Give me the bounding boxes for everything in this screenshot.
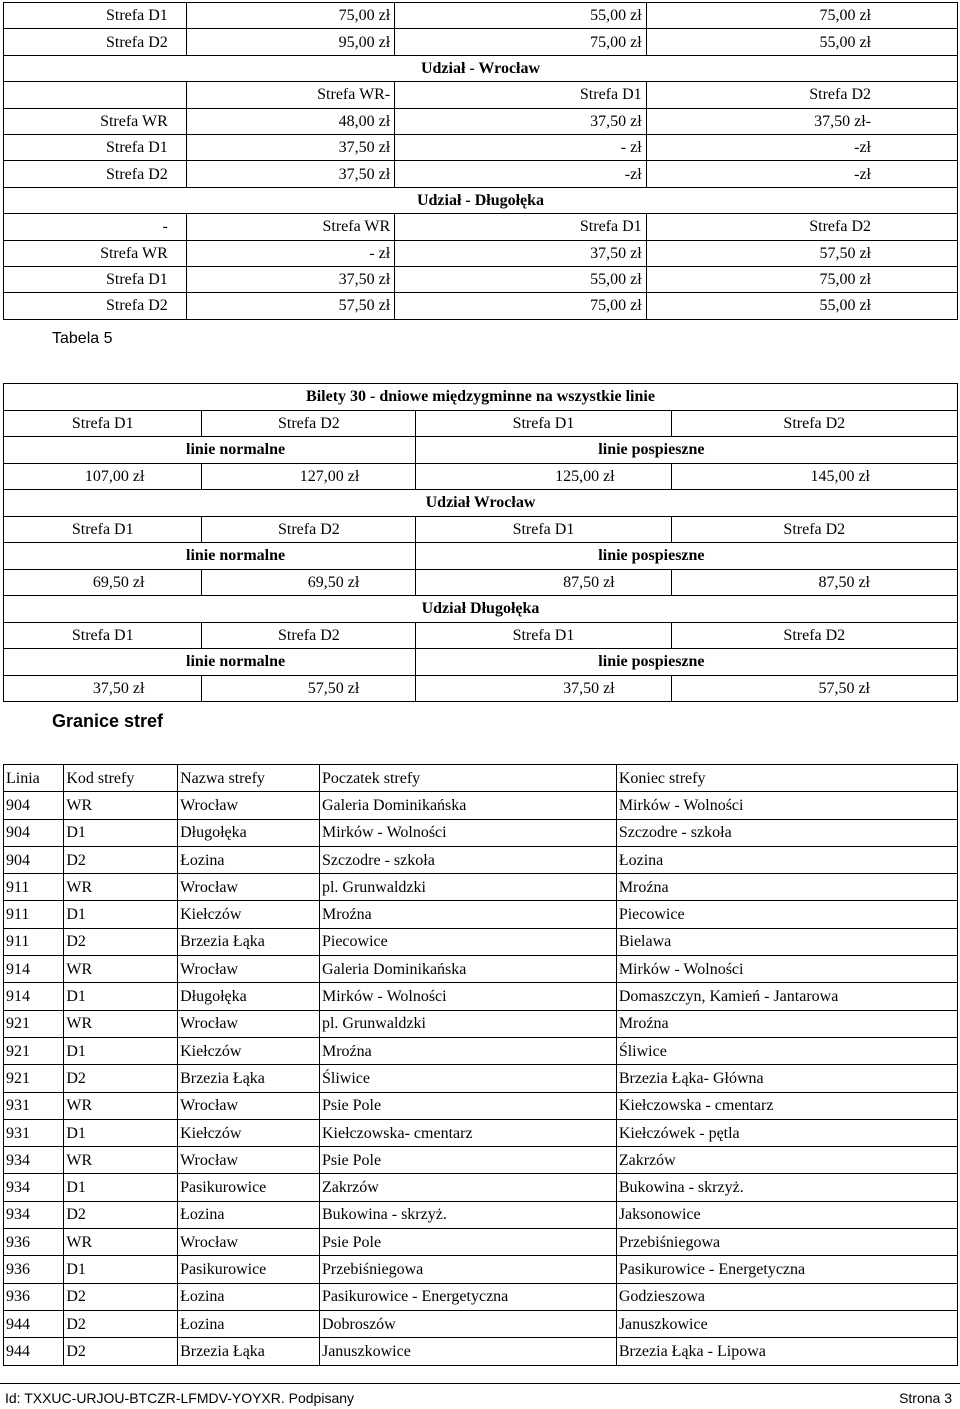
table-cell: Bielawa <box>616 928 957 955</box>
table-cell: 95,00 zł <box>186 29 394 55</box>
table-cell: Mroźna <box>319 1037 616 1064</box>
table-cell: Długołęka <box>178 819 320 846</box>
price-row <box>4 675 958 702</box>
table-cell: Brzezia Łąka <box>178 1065 320 1092</box>
zones-table <box>3 764 958 1366</box>
table-cell: 48,00 zł <box>186 108 394 134</box>
document-id: Id: TXXUC-URJOU-BTCZR-LFMDV-YOYXR. Podpisany <box>5 1390 355 1406</box>
price-cell: 69,50 zł <box>202 569 416 596</box>
column-header: Strefa D1 <box>4 410 202 437</box>
table-row <box>4 1201 958 1228</box>
title-row <box>4 384 958 411</box>
table-cell: 57,50 zł <box>186 293 394 319</box>
price-cell: 37,50 zł <box>416 675 671 702</box>
table-row <box>4 266 958 292</box>
table-cell: D2 <box>64 1283 178 1310</box>
table-cell: Bukowina - skrzyż. <box>616 1174 957 1201</box>
table-cell: Mirków - Wolności <box>319 983 616 1010</box>
table-cell: Psie Pole <box>319 1229 616 1256</box>
table-cell: Brzezia Łąka - Lipowa <box>616 1338 957 1365</box>
table-cell: Pasikurowice <box>178 1174 320 1201</box>
table-cell: Mroźna <box>616 874 957 901</box>
table-cell: Mirków - Wolności <box>616 956 957 983</box>
table-cell: Wrocław <box>178 1092 320 1119</box>
table-cell: 944 <box>4 1338 64 1365</box>
line-type-label: linie normalne <box>4 543 416 570</box>
table-cell: Szczodre - szkoła <box>616 819 957 846</box>
table-cell: D1 <box>64 819 178 846</box>
table-cell: Jaksonowice <box>616 1201 957 1228</box>
table-row <box>4 1119 958 1146</box>
table-cell: Wrocław <box>178 1010 320 1037</box>
table-cell: Wrocław <box>178 1229 320 1256</box>
table-cell: 37,50 zł- <box>646 108 957 134</box>
column-header: Koniec strefy <box>616 765 957 792</box>
table-row <box>4 1037 958 1064</box>
line-type-label: linie pospieszne <box>416 543 958 570</box>
table-cell: 37,50 zł <box>186 161 394 187</box>
table-cell: Zakrzów <box>319 1174 616 1201</box>
table-cell: Strefa WR <box>4 108 187 134</box>
table-cell: Wrocław <box>178 792 320 819</box>
table-cell: WR <box>64 956 178 983</box>
header-row <box>4 82 958 108</box>
section-heading: Granice stref <box>52 711 164 731</box>
table-cell: Wrocław <box>178 874 320 901</box>
table-row <box>4 901 958 928</box>
footer-divider <box>0 1383 960 1384</box>
table-cell: WR <box>64 1010 178 1037</box>
table-cell: -zł <box>395 161 646 187</box>
price-cell: 125,00 zł <box>416 463 671 490</box>
table-cell: 37,50 zł <box>186 134 394 160</box>
table-cell: D1 <box>64 983 178 1010</box>
section-title: Udział - Wrocław <box>4 55 958 81</box>
table-cell: 911 <box>4 874 64 901</box>
column-header: Strefa WR- <box>186 82 394 108</box>
table-row <box>4 928 958 955</box>
table-cell: WR <box>64 1229 178 1256</box>
table-cell: pl. Grunwaldzki <box>319 1010 616 1037</box>
price-cell: 107,00 zł <box>4 463 202 490</box>
table-cell: WR <box>64 792 178 819</box>
line-type-row <box>4 437 958 464</box>
table-cell: Pasikurowice <box>178 1256 320 1283</box>
page-number: Strona 3 <box>899 1390 952 1406</box>
table-cell: 936 <box>4 1256 64 1283</box>
table-cell: -zł <box>646 161 957 187</box>
table-cell: -zł <box>646 134 957 160</box>
table-cell: 75,00 zł <box>646 266 957 292</box>
price-row <box>4 463 958 490</box>
price-cell: 127,00 zł <box>202 463 416 490</box>
table-row <box>4 240 958 266</box>
table-cell: Kiełczów <box>178 901 320 928</box>
table-cell: Kiełczowska - cmentarz <box>616 1092 957 1119</box>
table-cell: Piecowice <box>616 901 957 928</box>
section-title: Udział Wrocław <box>4 490 958 517</box>
table-row <box>4 819 958 846</box>
table-cell: 37,50 zł <box>186 266 394 292</box>
table-row <box>4 1010 958 1037</box>
table-cell: 55,00 zł <box>395 3 646 29</box>
price-cell: 37,50 zł <box>4 675 202 702</box>
table-cell: Zakrzów <box>616 1147 957 1174</box>
table-row <box>4 293 958 319</box>
table-cell: D1 <box>64 1037 178 1064</box>
table-cell: 921 <box>4 1010 64 1037</box>
price-cell: 87,50 zł <box>416 569 671 596</box>
zone-header-row <box>4 410 958 437</box>
table-cell: 936 <box>4 1283 64 1310</box>
table-cell: Domaszczyn, Kamień - Jantarowa <box>616 983 957 1010</box>
line-type-row <box>4 649 958 676</box>
table-cell: 904 <box>4 846 64 873</box>
table-cell: 921 <box>4 1037 64 1064</box>
table-cell: WR <box>64 1092 178 1119</box>
table-cell: D2 <box>64 846 178 873</box>
table-cell: Pasikurowice - Energetyczna <box>319 1283 616 1310</box>
table-cell: WR <box>64 874 178 901</box>
table-cell: Strefa D2 <box>4 293 187 319</box>
price-cell: 87,50 zł <box>671 569 957 596</box>
column-header: Strefa D2 <box>671 516 957 543</box>
table-row <box>4 161 958 187</box>
table-cell: Strefa D2 <box>4 161 187 187</box>
column-header: Poczatek strefy <box>319 765 616 792</box>
table-row <box>4 1256 958 1283</box>
table-cell: 911 <box>4 928 64 955</box>
table-cell: Brzezia Łąka <box>178 928 320 955</box>
table-cell: - zł <box>186 240 394 266</box>
table-cell: 904 <box>4 819 64 846</box>
tickets-table <box>3 383 958 702</box>
table-cell: 921 <box>4 1065 64 1092</box>
table-cell: 75,00 zł <box>186 3 394 29</box>
table-cell: 55,00 zł <box>646 29 957 55</box>
table-cell: D2 <box>64 928 178 955</box>
table-cell: Śliwice <box>319 1065 616 1092</box>
table-cell: D1 <box>64 1119 178 1146</box>
column-header: Nazwa strefy <box>178 765 320 792</box>
table-row <box>4 846 958 873</box>
column-header: Strefa D2 <box>646 214 957 240</box>
table-row <box>4 1174 958 1201</box>
table-cell: D2 <box>64 1338 178 1365</box>
table-cell: Przebiśniegowa <box>319 1256 616 1283</box>
table-row <box>4 1283 958 1310</box>
header-row <box>4 765 958 792</box>
table-cell: 75,00 zł <box>646 3 957 29</box>
table-cell: Galeria Dominikańska <box>319 956 616 983</box>
column-header: Strefa WR <box>186 214 394 240</box>
column-header: Strefa D2 <box>646 82 957 108</box>
section-title: Udział Długołęka <box>4 596 958 623</box>
table-row <box>4 1229 958 1256</box>
table-cell: 931 <box>4 1092 64 1119</box>
table-cell: Wrocław <box>178 1147 320 1174</box>
table-cell: 934 <box>4 1201 64 1228</box>
table-cell: Łozina <box>178 1283 320 1310</box>
table-cell: 931 <box>4 1119 64 1146</box>
table-cell: 37,50 zł <box>395 240 646 266</box>
header-row <box>4 214 958 240</box>
table-cell: Galeria Dominikańska <box>319 792 616 819</box>
section-title-row <box>4 596 958 623</box>
table-cell: Mroźna <box>616 1010 957 1037</box>
column-header: Kod strefy <box>64 765 178 792</box>
table-cell: Psie Pole <box>319 1147 616 1174</box>
table-cell: 55,00 zł <box>395 266 646 292</box>
column-header: Strefa D1 <box>4 622 202 649</box>
table-row <box>4 956 958 983</box>
table-cell: Strefa WR <box>4 240 187 266</box>
table-cell: Łozina <box>178 1201 320 1228</box>
table-cell: Brzezia Łąka- Główna <box>616 1065 957 1092</box>
table-cell: Łozina <box>178 1310 320 1337</box>
column-header: Strefa D2 <box>202 516 416 543</box>
line-type-row <box>4 543 958 570</box>
table-cell: D1 <box>64 1256 178 1283</box>
table-cell: Wrocław <box>178 956 320 983</box>
table-cell: Psie Pole <box>319 1092 616 1119</box>
table-cell: 57,50 zł <box>646 240 957 266</box>
table-cell: Piecowice <box>319 928 616 955</box>
table-cell: Szczodre - szkoła <box>319 846 616 873</box>
price-cell: 69,50 zł <box>4 569 202 596</box>
column-header: Strefa D2 <box>202 410 416 437</box>
table-cell: Strefa D1 <box>4 3 187 29</box>
table-cell: Przebiśniegowa <box>616 1229 957 1256</box>
column-header: Strefa D1 <box>416 622 671 649</box>
price-cell: 57,50 zł <box>671 675 957 702</box>
column-header: Linia <box>4 765 64 792</box>
line-type-label: linie normalne <box>4 649 416 676</box>
table-cell: - zł <box>395 134 646 160</box>
table-cell: 75,00 zł <box>395 29 646 55</box>
table-cell: D1 <box>64 901 178 928</box>
column-header: Strefa D2 <box>202 622 416 649</box>
table-row <box>4 3 958 29</box>
table-cell: Śliwice <box>616 1037 957 1064</box>
table-cell: 911 <box>4 901 64 928</box>
table-cell: Łozina <box>616 846 957 873</box>
table-caption: Tabela 5 <box>52 330 113 347</box>
table-cell: 37,50 zł <box>395 108 646 134</box>
line-type-label: linie pospieszne <box>416 649 958 676</box>
table-row <box>4 792 958 819</box>
section-title-row <box>4 55 958 81</box>
column-header: Strefa D1 <box>395 82 646 108</box>
table-row <box>4 1147 958 1174</box>
table-cell: Strefa D1 <box>4 266 187 292</box>
table-cell: 55,00 zł <box>646 293 957 319</box>
table-cell: D2 <box>64 1201 178 1228</box>
table-row <box>4 874 958 901</box>
table-cell: Kiełczowska- cmentarz <box>319 1119 616 1146</box>
line-type-label: linie pospieszne <box>416 437 958 464</box>
column-header: Strefa D1 <box>416 410 671 437</box>
table-cell: Strefa D2 <box>4 29 187 55</box>
price-row <box>4 569 958 596</box>
section-title-row <box>4 187 958 213</box>
price-cell: 57,50 zł <box>202 675 416 702</box>
column-header: Strefa D2 <box>671 410 957 437</box>
column-header: Strefa D1 <box>416 516 671 543</box>
table-row <box>4 983 958 1010</box>
table-cell: D1 <box>64 1174 178 1201</box>
table-cell: 936 <box>4 1229 64 1256</box>
line-type-label: linie normalne <box>4 437 416 464</box>
table-row <box>4 29 958 55</box>
table-cell: Kiełczów <box>178 1119 320 1146</box>
table-cell: Długołęka <box>178 983 320 1010</box>
column-header: Strefa D2 <box>671 622 957 649</box>
table-row <box>4 1338 958 1365</box>
table-cell: 904 <box>4 792 64 819</box>
table-cell: 75,00 zł <box>395 293 646 319</box>
table-cell: Brzezia Łąka <box>178 1338 320 1365</box>
column-header: Strefa D1 <box>395 214 646 240</box>
table-cell: Mroźna <box>319 901 616 928</box>
table-cell: Strefa D1 <box>4 134 187 160</box>
table-cell: Mirków - Wolności <box>616 792 957 819</box>
table-cell: pl. Grunwaldzki <box>319 874 616 901</box>
table-row <box>4 1310 958 1337</box>
table-cell: Łozina <box>178 846 320 873</box>
table-cell: Bukowina - skrzyż. <box>319 1201 616 1228</box>
column-header: - <box>4 214 187 240</box>
table-cell: Godzieszowa <box>616 1283 957 1310</box>
table-cell: WR <box>64 1147 178 1174</box>
table-row <box>4 1065 958 1092</box>
table-cell: D2 <box>64 1310 178 1337</box>
table-cell: 914 <box>4 983 64 1010</box>
table-cell: 944 <box>4 1310 64 1337</box>
zone-header-row <box>4 516 958 543</box>
table-cell <box>4 82 187 108</box>
table-cell: Pasikurowice - Energetyczna <box>616 1256 957 1283</box>
table-cell: D2 <box>64 1065 178 1092</box>
table-cell: Kiełczówek - pętla <box>616 1119 957 1146</box>
table-cell: Januszkowice <box>319 1338 616 1365</box>
section-title: Udział - Długołęka <box>4 187 958 213</box>
table-cell: 914 <box>4 956 64 983</box>
zone-header-row <box>4 622 958 649</box>
table-cell: 934 <box>4 1174 64 1201</box>
table-cell: Kiełczów <box>178 1037 320 1064</box>
table-row <box>4 1092 958 1119</box>
fare-table <box>3 2 958 320</box>
table-cell: 934 <box>4 1147 64 1174</box>
table-row <box>4 134 958 160</box>
price-cell: 145,00 zł <box>671 463 957 490</box>
table-row <box>4 108 958 134</box>
section-title-row <box>4 490 958 517</box>
table-cell: Mirków - Wolności <box>319 819 616 846</box>
tickets-title: Bilety 30 - dniowe międzygminne na wszystkie linie <box>4 384 958 411</box>
table-cell: Dobroszów <box>319 1310 616 1337</box>
table-cell: Januszkowice <box>616 1310 957 1337</box>
column-header: Strefa D1 <box>4 516 202 543</box>
